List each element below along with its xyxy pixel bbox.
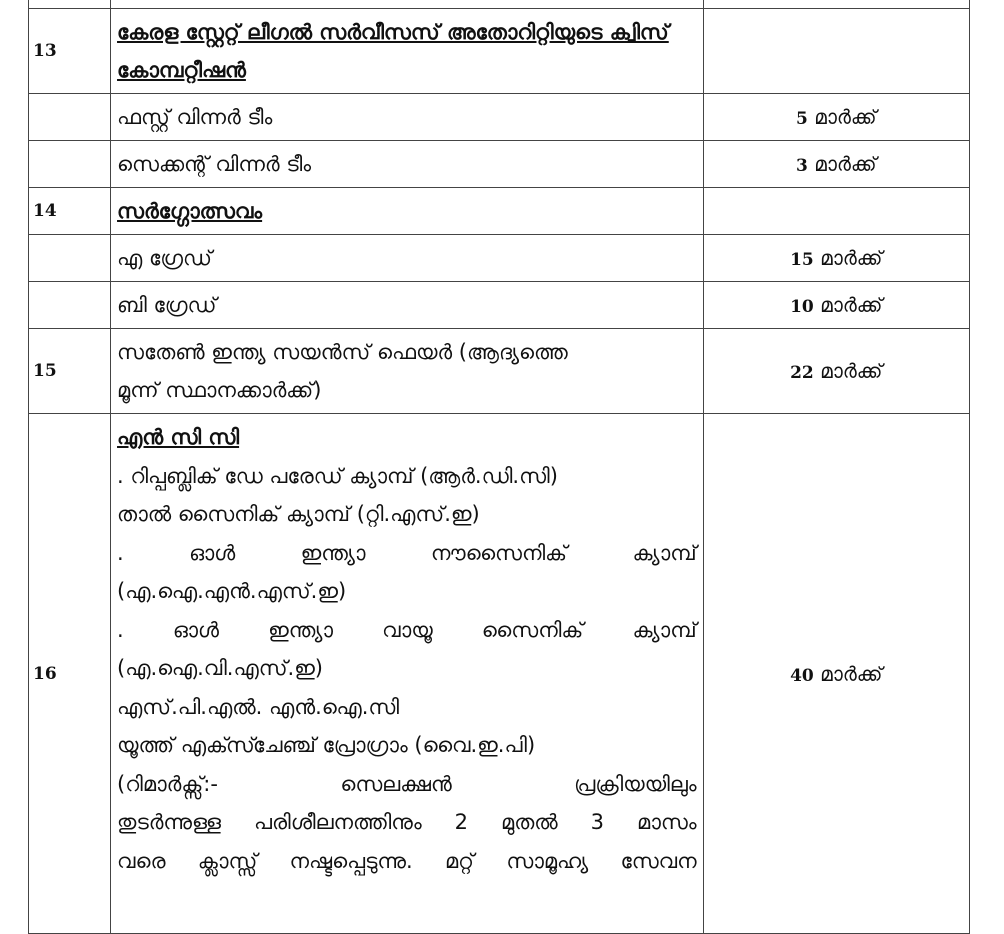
table-row <box>29 9 970 94</box>
marks-table <box>28 0 970 934</box>
marks-cell: 40 മാർക്ക് <box>703 414 969 934</box>
marks-cell: 10 മാർക്ക് <box>703 282 969 329</box>
serial-number: 14 <box>29 188 111 235</box>
table-row <box>29 141 970 188</box>
marks-cell: 5 മാർക്ക് <box>703 94 969 141</box>
table-row <box>29 188 970 235</box>
section-heading: കേരള സ്റ്റേറ്റ് ലീഗൽ സർവീസസ് അതോറിറ്റിയുടെ ക്വിസ് കോമ്പറ്റീഷൻ <box>117 20 669 82</box>
serial-number: 15 <box>29 329 111 414</box>
item-description: ബി ഗ്രേഡ് <box>111 282 704 329</box>
table-row <box>29 0 970 9</box>
serial-number: 13 <box>29 9 111 94</box>
table-row <box>29 329 970 414</box>
serial-number: 16 <box>29 414 111 934</box>
table-row <box>29 94 970 141</box>
section-heading: സർഗ്ഗോത്സവം <box>117 199 263 223</box>
item-description: ഫസ്റ്റ് വിന്നർ ടീം <box>111 94 704 141</box>
item-description: എ ഗ്രേഡ് <box>111 235 704 282</box>
item-description: സതേൺ ഇന്ത്യ സയൻസ് ഫെയർ (ആദ്യത്തെ മൂന്ന് സ്ഥാനക്കാർക്ക്) <box>111 329 704 414</box>
table-row <box>29 414 970 934</box>
ncc-description: എൻ സി സി . റിപ്പബ്ലിക് ഡേ പരേഡ് ക്യാമ്പ് (ആർ.ഡി.സി) താൽ സൈനിക് ക്യാമ്പ് (റ്റി.എസ്.ഇ) . ഓൾ ഇന്ത്യാ നൗസൈനിക് ക്യാമ്പ് (എ.ഐ.എൻ.എസ്.ഇ) . ഓൾ ഇന്ത്യാ വായൂ സൈനിക് ക്യാമ്പ് (എ.ഐ.വി.എസ്.ഇ) എസ്.പി.എൽ. എൻ.ഐ.സി യൂത്ത് എക്സ്ചേഞ്ച് പ്രോഗ്രാം (വൈ.ഇ.പി) (റിമാർക്സ്:- സെലക്ഷൻ പ്രക്രിയയിലും തുടർന്നുള്ള പരിശീലനത്തിനും 2 മുതൽ 3 മാസം വരെ ക്ലാസ്സ് നഷ്ടപ്പെടുന്നു. മറ്റ് സാമൂഹ്യ സേവന <box>111 414 704 934</box>
table-row <box>29 282 970 329</box>
item-description: സെക്കന്റ് വിന്നർ ടീം <box>111 141 704 188</box>
marks-cell: 3 മാർക്ക് <box>703 141 969 188</box>
table-row <box>29 235 970 282</box>
marks-cell: 15 മാർക്ക് <box>703 235 969 282</box>
marks-cell: 22 മാർക്ക് <box>703 329 969 414</box>
section-heading: എൻ സി സി <box>117 425 240 449</box>
